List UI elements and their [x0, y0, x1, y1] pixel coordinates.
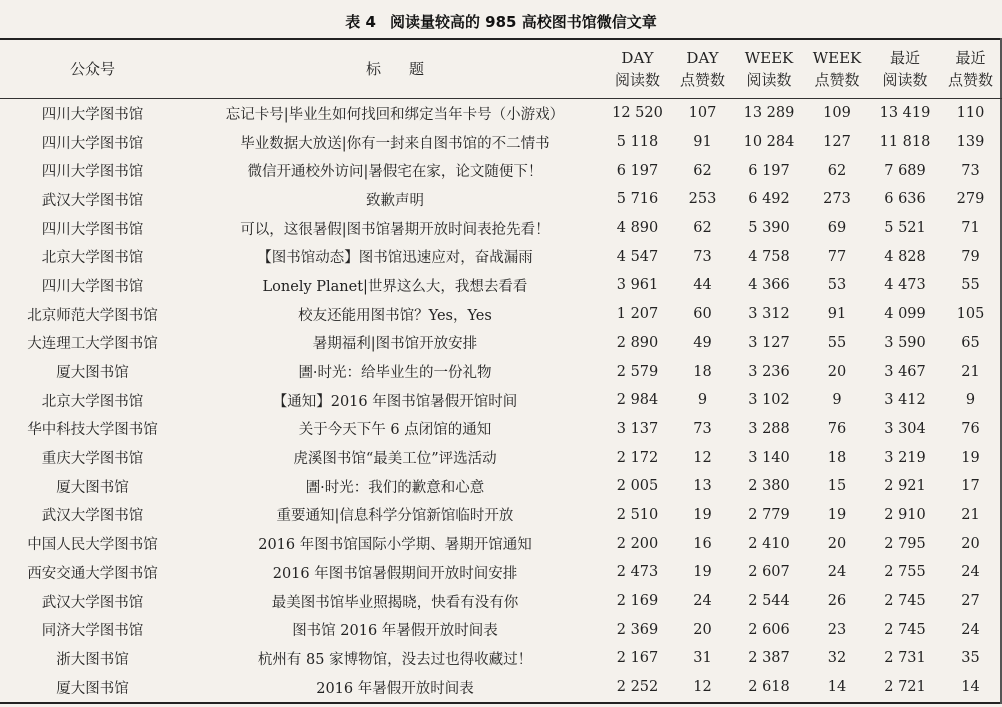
title-cell: 微信开通校外访问|暑假宅在家，论文随便下！: [247, 164, 543, 181]
recent-likes-cell: 71: [961, 220, 980, 237]
week-likes-cell: 19: [827, 506, 847, 523]
week-reads-cell: 2 607: [748, 564, 790, 581]
day-reads-cell: 2 579: [616, 363, 659, 380]
recent-reads-cell: 3 590: [884, 334, 926, 351]
day-likes-cell: 253: [688, 191, 717, 208]
week-likes-cell: 127: [823, 134, 851, 151]
recent-likes-cell: 27: [961, 593, 980, 610]
day-likes-cell: 20: [693, 621, 712, 638]
day-reads-cell: 2 369: [616, 621, 659, 638]
week-reads-cell: 3 236: [748, 363, 790, 380]
table-row: [0, 615, 1002, 644]
day-likes-cell: 49: [693, 334, 712, 351]
table-row: [0, 300, 1002, 329]
week-reads-cell: 6 492: [748, 191, 790, 208]
day-reads-cell: 6 197: [616, 162, 659, 179]
account-cell: 北京大学图书馆: [41, 393, 144, 410]
header-account: 公众号: [69, 60, 115, 78]
title-cell: 致歉声明: [366, 192, 424, 209]
recent-reads-cell: 2 910: [884, 506, 926, 523]
day-reads-cell: 2 167: [616, 650, 659, 667]
day-likes-cell: 62: [693, 162, 712, 179]
day-likes-cell: 19: [693, 564, 712, 581]
article-table: [0, 40, 1002, 701]
title-cell: 圕·时光：我们的歉意和心意: [305, 479, 485, 496]
table-title: 阅读量较高的 985 高校图书馆微信文章: [389, 13, 657, 31]
title-cell: 2016 年暑假开放时间表: [316, 680, 474, 697]
title-cell: 虎溪图书馆“最美工位”评选活动: [293, 451, 497, 468]
recent-reads-cell: 4 099: [884, 306, 926, 323]
account-cell: 四川大学图书馆: [41, 164, 144, 181]
day-likes-cell: 91: [693, 134, 712, 151]
week-likes-cell: 53: [827, 277, 847, 294]
recent-reads-cell: 2 745: [884, 621, 926, 638]
header-day-likes: DAY 点赞数: [679, 49, 725, 89]
week-likes-cell: 15: [827, 478, 847, 495]
header-recent-likes: 最近 点赞数: [947, 49, 993, 89]
table-row: [0, 329, 1002, 358]
title-cell: 圕·时光：给毕业生的一份礼物: [298, 365, 492, 382]
week-reads-cell: 5 390: [748, 220, 790, 237]
day-reads-cell: 4 890: [616, 220, 659, 237]
day-reads-cell: 2 984: [616, 392, 659, 409]
recent-likes-cell: 105: [956, 306, 985, 323]
table-row: [0, 271, 1002, 300]
recent-reads-cell: 2 755: [884, 564, 926, 581]
week-likes-cell: 32: [827, 650, 847, 667]
header-week-likes: WEEK 点赞数: [812, 49, 862, 89]
week-reads-cell: 3 288: [748, 420, 790, 437]
recent-reads-cell: 3 412: [884, 392, 926, 409]
day-likes-cell: 31: [693, 650, 712, 667]
week-reads-cell: 3 127: [748, 334, 790, 351]
week-likes-cell: 273: [823, 191, 851, 208]
week-likes-cell: 9: [832, 392, 842, 409]
day-reads-cell: 4 547: [616, 248, 659, 265]
title-cell: 最美图书馆毕业照揭晓，快看有没有你: [271, 594, 519, 611]
account-cell: 厦大图书馆: [56, 680, 129, 697]
recent-likes-cell: 9: [965, 392, 976, 409]
title-cell: 2016 年图书馆国际小学期、暑期开馆通知: [258, 537, 532, 554]
day-reads-cell: 12 520: [612, 105, 663, 122]
title-cell: 图书馆 2016 年暑假开放时间表: [292, 623, 498, 640]
title-cell: 忘记卡号|毕业生如何找回和绑定当年卡号（小游戏）: [225, 106, 565, 123]
header-recent-reads: 最近 阅读数: [882, 49, 928, 89]
week-reads-cell: 3 312: [748, 306, 790, 323]
recent-reads-cell: 5 521: [884, 220, 926, 237]
week-likes-cell: 109: [823, 105, 851, 122]
account-cell: 四川大学图书馆: [41, 221, 144, 238]
recent-reads-cell: 6 636: [884, 191, 926, 208]
table-row: [0, 501, 1002, 530]
header-week-reads: WEEK 阅读数: [744, 49, 794, 89]
recent-reads-cell: 2 921: [884, 478, 926, 495]
week-reads-cell: 2 387: [748, 650, 790, 667]
recent-reads-cell: 7 689: [884, 162, 926, 179]
day-reads-cell: 5 118: [616, 134, 659, 151]
day-likes-cell: 107: [688, 105, 717, 122]
recent-reads-cell: 3 219: [884, 449, 926, 466]
title-cell: 校友还能用图书馆？Yes，Yes: [298, 307, 492, 324]
day-likes-cell: 9: [697, 392, 708, 409]
week-likes-cell: 23: [827, 621, 847, 638]
week-likes-cell: 20: [827, 535, 847, 552]
day-reads-cell: 2 510: [616, 506, 659, 523]
account-cell: 大连理工大学图书馆: [27, 336, 158, 353]
table-row: [0, 214, 1002, 243]
day-reads-cell: 3 961: [616, 277, 659, 294]
table-row: [0, 415, 1002, 444]
table-row: [0, 156, 1002, 185]
table-row: [0, 185, 1002, 214]
recent-reads-cell: 11 818: [879, 134, 931, 151]
week-likes-cell: 14: [827, 679, 847, 696]
title-cell: 暑期福利|图书馆开放安排: [312, 336, 478, 353]
account-cell: 四川大学图书馆: [41, 106, 144, 123]
day-reads-cell: 2 890: [616, 334, 659, 351]
account-cell: 重庆大学图书馆: [41, 451, 144, 468]
account-cell: 武汉大学图书馆: [41, 508, 144, 525]
day-likes-cell: 62: [693, 220, 712, 237]
day-likes-cell: 24: [693, 593, 712, 610]
table-row: [0, 357, 1002, 386]
table-bottom-rule: [0, 702, 1002, 704]
table-body: [0, 99, 1002, 702]
day-likes-cell: 12: [693, 679, 712, 696]
table-row: [0, 128, 1002, 157]
account-cell: 厦大图书馆: [56, 479, 129, 496]
account-cell: 厦大图书馆: [56, 365, 129, 382]
account-cell: 浙大图书馆: [56, 651, 129, 668]
day-reads-cell: 2 169: [616, 593, 659, 610]
day-likes-cell: 18: [693, 363, 712, 380]
recent-reads-cell: 2 721: [884, 679, 926, 696]
recent-reads-cell: 2 731: [884, 650, 926, 667]
recent-likes-cell: 19: [961, 449, 980, 466]
account-cell: 中国人民大学图书馆: [27, 537, 158, 554]
recent-likes-cell: 35: [961, 650, 980, 667]
week-reads-cell: 2 410: [748, 535, 790, 552]
day-likes-cell: 73: [693, 248, 712, 265]
week-reads-cell: 13 289: [743, 105, 795, 122]
title-cell: 【图书馆动态】图书馆迅速应对，奋战漏雨: [257, 250, 533, 267]
title-cell: 杭州有 85 家博物馆，没去过也得收藏过！: [257, 651, 533, 668]
week-reads-cell: 3 140: [748, 449, 790, 466]
recent-likes-cell: 279: [956, 191, 985, 208]
title-cell: Lonely Planet|世界这么大，我想去看看: [262, 278, 528, 295]
week-reads-cell: 2 380: [748, 478, 790, 495]
account-cell: 华中科技大学图书馆: [27, 422, 158, 439]
recent-reads-cell: 2 745: [884, 593, 926, 610]
table-row: [0, 472, 1002, 501]
week-reads-cell: 2 618: [748, 679, 790, 696]
week-reads-cell: 2 606: [748, 621, 790, 638]
recent-reads-cell: 4 828: [884, 248, 926, 265]
recent-likes-cell: 110: [956, 105, 985, 122]
week-likes-cell: 18: [827, 449, 847, 466]
day-likes-cell: 12: [693, 449, 712, 466]
table-row: [0, 558, 1002, 587]
day-reads-cell: 2 473: [616, 564, 659, 581]
day-reads-cell: 2 172: [616, 449, 659, 466]
week-likes-cell: 55: [827, 334, 847, 351]
day-likes-cell: 73: [693, 420, 712, 437]
account-cell: 北京大学图书馆: [41, 250, 144, 267]
account-cell: 四川大学图书馆: [41, 135, 144, 152]
recent-reads-cell: 3 467: [884, 363, 926, 380]
recent-likes-cell: 17: [961, 478, 980, 495]
table-row: [0, 443, 1002, 472]
week-likes-cell: 24: [827, 564, 847, 581]
table-row: [0, 99, 1002, 128]
day-reads-cell: 2 252: [616, 679, 659, 696]
table-row: [0, 386, 1002, 415]
week-reads-cell: 4 366: [748, 277, 790, 294]
recent-likes-cell: 14: [961, 679, 980, 696]
day-likes-cell: 60: [693, 306, 712, 323]
day-reads-cell: 3 137: [616, 420, 659, 437]
title-cell: 毕业数据大放送|你有一封来自图书馆的不二情书: [240, 135, 550, 152]
table-row: [0, 242, 1002, 271]
week-likes-cell: 62: [827, 162, 847, 179]
table-number: 表 4: [345, 13, 376, 31]
day-reads-cell: 5 716: [616, 191, 659, 208]
day-likes-cell: 13: [693, 478, 712, 495]
week-reads-cell: 10 284: [743, 134, 795, 151]
recent-likes-cell: 20: [961, 535, 980, 552]
title-cell: 2016 年图书馆暑假期间开放时间安排: [272, 565, 518, 582]
recent-likes-cell: 65: [961, 334, 980, 351]
day-likes-cell: 44: [693, 277, 712, 294]
recent-reads-cell: 3 304: [884, 420, 926, 437]
table-row: [0, 529, 1002, 558]
week-likes-cell: 91: [827, 306, 847, 323]
day-reads-cell: 1 207: [616, 306, 659, 323]
recent-likes-cell: 76: [961, 420, 980, 437]
table-row: [0, 673, 1002, 702]
recent-likes-cell: 21: [961, 506, 980, 523]
week-likes-cell: 77: [827, 248, 847, 265]
account-cell: 北京师范大学图书馆: [27, 307, 158, 324]
header-day-reads: DAY 阅读数: [614, 49, 660, 89]
week-likes-cell: 69: [827, 220, 847, 237]
account-cell: 四川大学图书馆: [41, 278, 144, 295]
table-row: [0, 644, 1002, 673]
week-likes-cell: 20: [827, 363, 847, 380]
day-reads-cell: 2 005: [616, 478, 659, 495]
title-cell: 可以，这很暑假|图书馆暑期开放时间表抢先看！: [240, 221, 550, 238]
recent-likes-cell: 24: [961, 621, 980, 638]
week-reads-cell: 3 102: [748, 392, 790, 409]
week-likes-cell: 26: [827, 593, 847, 610]
table-caption: [0, 8, 1002, 36]
recent-likes-cell: 139: [956, 134, 985, 151]
table-header-row: [0, 40, 1002, 99]
recent-likes-cell: 79: [961, 248, 980, 265]
account-cell: 武汉大学图书馆: [41, 594, 144, 611]
header-title: 标题: [365, 60, 452, 78]
recent-reads-cell: 2 795: [884, 535, 926, 552]
day-likes-cell: 16: [693, 535, 712, 552]
recent-likes-cell: 55: [961, 277, 980, 294]
recent-likes-cell: 73: [961, 162, 980, 179]
day-likes-cell: 19: [693, 506, 712, 523]
table-row: [0, 587, 1002, 616]
week-reads-cell: 2 544: [748, 593, 790, 610]
recent-likes-cell: 24: [961, 564, 980, 581]
account-cell: 西安交通大学图书馆: [27, 565, 158, 582]
account-cell: 同济大学图书馆: [41, 623, 144, 640]
title-cell: 关于今天下午 6 点闭馆的通知: [298, 422, 492, 439]
account-cell: 武汉大学图书馆: [41, 192, 144, 209]
week-reads-cell: 6 197: [748, 162, 790, 179]
recent-reads-cell: 13 419: [879, 105, 931, 122]
day-reads-cell: 2 200: [616, 535, 659, 552]
recent-likes-cell: 21: [961, 363, 980, 380]
recent-reads-cell: 4 473: [884, 277, 926, 294]
title-cell: 重要通知|信息科学分馆新馆临时开放: [276, 508, 514, 525]
week-reads-cell: 2 779: [748, 506, 790, 523]
week-likes-cell: 76: [827, 420, 847, 437]
title-cell: 【通知】2016 年图书馆暑假开馆时间: [272, 393, 518, 410]
week-reads-cell: 4 758: [748, 248, 790, 265]
